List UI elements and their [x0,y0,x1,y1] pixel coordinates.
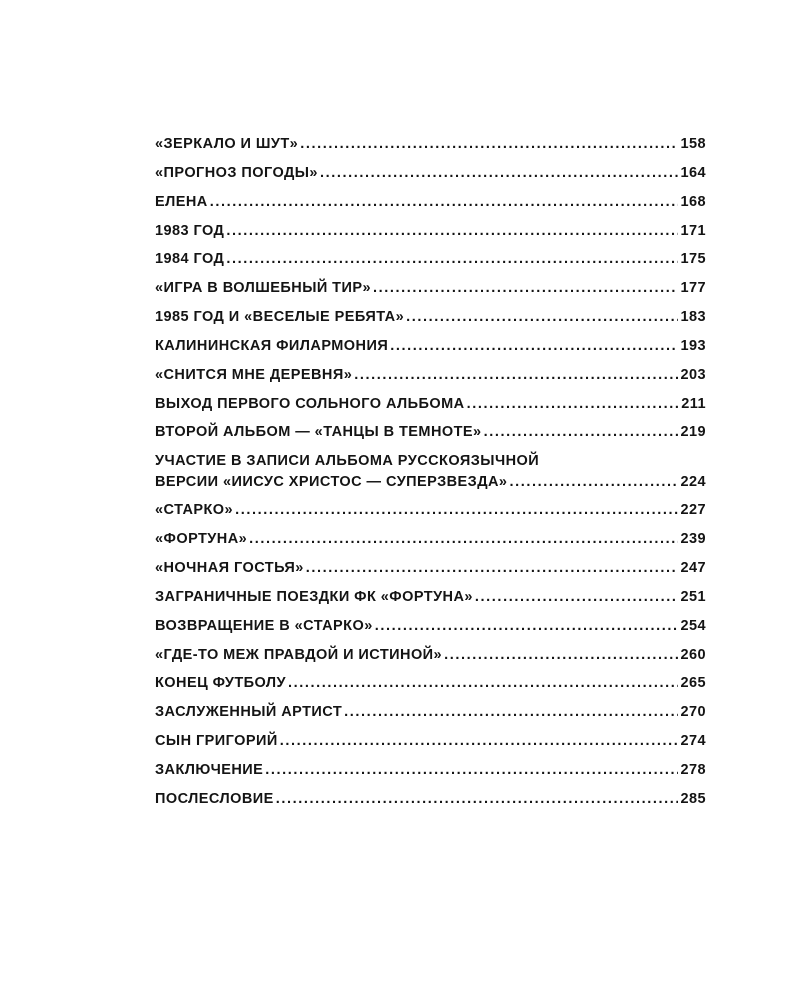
toc-entry [155,390,706,419]
toc-entry [155,159,706,188]
toc-entry-title: ЗАГРАНИЧНЫЕ ПОЕЗДКИ ФК «ФОРТУНА» [155,588,473,605]
toc-entry [155,361,706,390]
toc-entry-two-line [155,447,706,496]
toc-entry [155,785,706,814]
toc-entry [155,303,706,332]
dot-leader [300,135,678,153]
toc-entry-page-number: 177 [680,280,706,297]
toc-entry-page-number: 251 [680,588,706,605]
toc-entry-title-line2: ВЕРСИИ «ИИСУС ХРИСТОС — СУПЕРЗВЕЗДА» [155,474,508,491]
dot-leader [280,732,679,750]
dot-leader [475,588,679,606]
toc-entry-page-number: 274 [680,733,706,750]
toc-entry-title: СЫН ГРИГОРИЙ [155,733,278,750]
toc-entry-page-number: 227 [680,502,706,519]
toc-entry-title: ВОЗВРАЩЕНИЕ В «СТАРКО» [155,617,373,634]
dot-leader [344,703,678,721]
toc-entry-page-number: 239 [680,531,706,548]
toc-entry-page-number: 278 [680,761,706,778]
toc-entry-title: ЗАКЛЮЧЕНИЕ [155,761,264,778]
toc-entry-page-number: 164 [680,164,706,181]
toc-entry-title: ЕЛЕНА [155,193,208,210]
toc-entry-page-number: 211 [681,395,706,412]
toc-entry-title: КОНЕЦ ФУТБОЛУ [155,675,286,692]
toc-entry-page-number: 183 [680,309,706,326]
toc-entry-page-number: 175 [680,251,706,268]
toc-entry-title: ЗАСЛУЖЕННЫЙ АРТИСТ [155,704,343,721]
toc-entry-title: ПОСЛЕСЛОВИЕ [155,790,274,807]
dot-leader [509,473,678,491]
toc-entry-page-number: 171 [680,222,706,239]
dot-leader [276,790,679,808]
dot-leader [265,761,678,779]
toc-entry-title: 1984 ГОД [155,251,225,268]
toc-entry-title-line1: УЧАСТИЕ В ЗАПИСИ АЛЬБОМА РУССКОЯЗЫЧНОЙ [155,453,540,470]
toc-entry [155,332,706,361]
toc-entry-page-number: 158 [680,136,706,152]
toc-entry-page-number: 193 [680,337,706,354]
dot-leader [484,423,679,441]
toc-entry-title: 1985 ГОД И «ВЕСЕЛЫЕ РЕБЯТА» [155,309,405,326]
toc-entry-title: «ИГРА В ВОЛШЕБНЫЙ ТИР» [155,280,372,297]
toc-entry [155,188,706,217]
toc-entry [155,418,706,447]
dot-leader [467,395,680,413]
dot-leader [354,366,678,384]
dot-leader [373,279,678,297]
toc-entry [155,217,706,246]
toc-entry [155,274,706,303]
toc-entry [155,727,706,756]
toc-entry-page-number: 247 [680,559,706,576]
toc-entry [155,583,706,612]
toc-entry-title: «НОЧНАЯ ГОСТЬЯ» [155,559,304,576]
dot-leader [226,250,678,268]
toc-entry-title: ВЫХОД ПЕРВОГО СОЛЬНОГО АЛЬБОМА [155,395,465,412]
toc-entry-page-number: 203 [680,366,706,383]
toc-entry-title: ВТОРОЙ АЛЬБОМ — «ТАНЦЫ В ТЕМНОТЕ» [155,424,482,441]
toc-entry [155,130,706,159]
toc-entry-title: КАЛИНИНСКАЯ ФИЛАРМОНИЯ [155,337,389,354]
dot-leader [226,222,678,240]
toc-entry-page-number: 219 [680,424,706,441]
toc-entry [155,525,706,554]
dot-leader [320,164,679,182]
toc-entry-page-number: 254 [680,617,706,634]
dot-leader [375,617,679,635]
toc-entry-title: «СТАРКО» [155,502,234,519]
toc-entry-page-number: 260 [680,646,706,663]
toc-entry [155,496,706,525]
dot-leader [306,559,679,577]
toc-entry [155,554,706,583]
dot-leader [390,337,678,355]
toc-entry [155,612,706,641]
toc-entry-page-number: 168 [680,193,706,210]
toc-entry [155,669,706,698]
toc-entry-second-line [155,473,706,491]
dot-leader [406,308,678,326]
toc-entry-title: «ФОРТУНА» [155,531,248,548]
dot-leader [235,501,678,519]
toc-entry [155,698,706,727]
table-of-contents [155,130,706,814]
dot-leader [210,193,679,211]
toc-entry [155,245,706,274]
toc-entry-page-number: 270 [680,704,706,721]
dot-leader [444,646,678,664]
toc-entry-page-number: 265 [680,675,706,692]
toc-entry [155,641,706,670]
toc-entry-title: «СНИТСЯ МНЕ ДЕРЕВНЯ» [155,366,353,383]
toc-entry-page-number: 285 [680,790,706,807]
toc-entry-title: 1983 ГОД [155,222,225,239]
dot-leader [288,674,678,692]
toc-entry-title: «ГДЕ-ТО МЕЖ ПРАВДОЙ И ИСТИНОЙ» [155,646,443,663]
toc-entry-title: «ЗЕРКАЛО И ШУТ» [155,136,299,152]
toc-entry-page-number: 224 [680,474,706,491]
toc-entry-title: «ПРОГНОЗ ПОГОДЫ» [155,164,318,181]
toc-entry [155,756,706,785]
dot-leader [249,530,678,548]
